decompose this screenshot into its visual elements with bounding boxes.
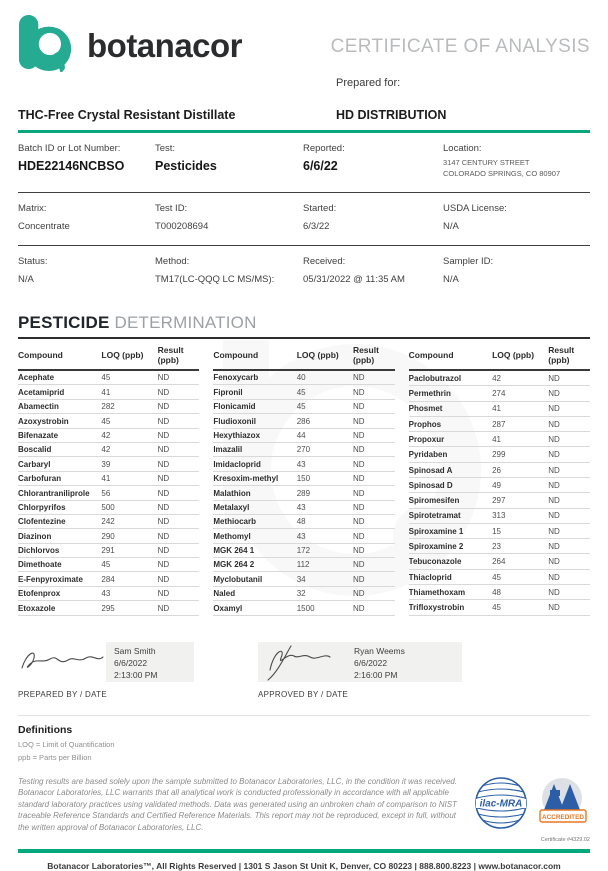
- table-row: [213, 529, 394, 543]
- info-grid: [18, 133, 590, 298]
- result-cell: ND: [158, 572, 200, 586]
- table-row: [18, 428, 199, 442]
- compound-cell: Prophos: [409, 416, 492, 431]
- loq-cell: 295: [101, 601, 157, 615]
- table-row: [18, 586, 199, 600]
- compound-cell: Fenoxycarb: [213, 370, 296, 385]
- column-header: Result (ppb): [158, 340, 200, 370]
- result-cell: ND: [158, 385, 200, 399]
- ilac-mra-logo-icon: [474, 776, 528, 835]
- loq-cell: 48: [492, 584, 548, 599]
- table-row: [213, 558, 394, 572]
- loq-cell: 172: [297, 543, 353, 557]
- result-cell: ND: [548, 508, 590, 523]
- loq-cell: 313: [492, 508, 548, 523]
- result-cell: ND: [548, 584, 590, 599]
- result-cell: ND: [548, 462, 590, 477]
- loq-cell: 45: [101, 558, 157, 572]
- result-cell: ND: [548, 493, 590, 508]
- accreditation-block: [474, 776, 590, 843]
- brand-lockup: [18, 14, 242, 77]
- loq-cell: 45: [101, 370, 157, 385]
- definition-item: LOQ = Limit of Quantification: [18, 739, 115, 749]
- table-header-row: [213, 340, 394, 370]
- definitions-title: Definitions: [18, 723, 73, 736]
- section-title-primary: PESTICIDE: [18, 313, 110, 332]
- compound-cell: Tebuconazole: [409, 554, 492, 569]
- result-cell: ND: [158, 370, 200, 385]
- compound-cell: Imazalil: [213, 442, 296, 456]
- loq-cell: 43: [297, 500, 353, 514]
- loq-cell: 291: [101, 543, 157, 557]
- brand-wordmark: botanacor: [87, 26, 243, 64]
- signature-block: [258, 642, 462, 699]
- info-field-value: N/A: [18, 274, 34, 285]
- result-cell: ND: [353, 414, 395, 428]
- table-row: [213, 471, 394, 485]
- compound-cell: Spiroxamine 2: [409, 539, 492, 554]
- table-row: [409, 401, 590, 416]
- compound-cell: Paclobutrazol: [409, 370, 492, 386]
- botanacor-logo-icon: [18, 14, 76, 77]
- table-row: [213, 500, 394, 514]
- compound-cell: Methomyl: [213, 529, 296, 543]
- compound-cell: Pyridaben: [409, 447, 492, 462]
- compound-cell: Dichlorvos: [18, 543, 101, 557]
- table-row: [213, 370, 394, 385]
- loq-cell: 242: [101, 514, 157, 528]
- disclaimer-text: Testing results are based solely upon the sample submitted to Botanacor Laboratories, LLC, in the condition it was received. Botanacor Laboratories, LLC warrants that all analytical work is conducted professionally in accordance with all applicable standard laboratory practices using validated methods. Data was generated using an unbroken chain of comparison to NIST traceable Reference Standards and Certified Reference Materials. This report may not be reproduced, except in full, without the written approval of Botanacor Laboratories, LLC.: [18, 776, 458, 833]
- compound-cell: Etoxazole: [18, 601, 101, 615]
- definitions-section: [18, 715, 590, 762]
- table-row: [213, 572, 394, 586]
- result-cell: ND: [353, 471, 395, 485]
- table-row: [409, 386, 590, 401]
- compound-cell: MGK 264 2: [213, 558, 296, 572]
- loq-cell: 34: [297, 572, 353, 586]
- result-cell: ND: [353, 428, 395, 442]
- table-row: [213, 601, 394, 615]
- column-header: LOQ (ppb): [297, 340, 353, 370]
- loq-cell: 56: [101, 486, 157, 500]
- prepared-for-block: [336, 77, 446, 123]
- compound-cell: Spirotetramat: [409, 508, 492, 523]
- certificate-number: Certificate #4329.02: [540, 836, 590, 843]
- loq-cell: 32: [297, 586, 353, 600]
- loq-cell: 41: [492, 432, 548, 447]
- info-field-label: Matrix:: [18, 203, 47, 214]
- pesticide-table: [18, 340, 590, 616]
- table-header-row: [18, 340, 199, 370]
- signature-role-label: APPROVED BY / DATE: [258, 689, 349, 699]
- column-header: Compound: [409, 340, 492, 370]
- loq-cell: 45: [492, 600, 548, 615]
- loq-cell: 42: [492, 370, 548, 386]
- result-cell: ND: [353, 370, 395, 385]
- table-row: [213, 543, 394, 557]
- info-field-label: Method:: [155, 256, 190, 267]
- loq-cell: 112: [297, 558, 353, 572]
- loq-cell: 150: [297, 471, 353, 485]
- result-cell: ND: [353, 442, 395, 456]
- compound-cell: Boscalid: [18, 442, 101, 456]
- result-cell: ND: [353, 572, 395, 586]
- info-field-value: 6/3/22: [303, 221, 330, 232]
- info-field-label: Test:: [155, 143, 176, 154]
- column-header: LOQ (ppb): [492, 340, 548, 370]
- table-row: [409, 584, 590, 599]
- svg-text:ACCREDITED: ACCREDITED: [542, 813, 584, 821]
- info-field-value: T000208694: [155, 221, 209, 232]
- info-row: [18, 193, 590, 246]
- result-cell: ND: [158, 500, 200, 514]
- compound-cell: Thiacloprid: [409, 569, 492, 584]
- table-row: [409, 416, 590, 431]
- loq-cell: 49: [492, 478, 548, 493]
- signature-section: [18, 642, 590, 699]
- result-cell: ND: [548, 386, 590, 401]
- loq-cell: 15: [492, 523, 548, 538]
- signature-image: [258, 642, 346, 682]
- table-row: [409, 600, 590, 615]
- result-cell: ND: [353, 457, 395, 471]
- table-row: [213, 442, 394, 456]
- loq-cell: 23: [492, 539, 548, 554]
- info-field: [18, 203, 155, 232]
- loq-cell: 45: [297, 385, 353, 399]
- pesticide-table-group: [213, 340, 394, 616]
- loq-cell: 287: [492, 416, 548, 431]
- result-cell: ND: [548, 600, 590, 615]
- pesticide-table-group: [18, 340, 199, 616]
- column-header: Compound: [18, 340, 101, 370]
- info-row: [18, 246, 590, 298]
- table-row: [409, 569, 590, 584]
- info-field-value: 6/6/22: [303, 159, 338, 173]
- result-cell: ND: [353, 500, 395, 514]
- info-field: [18, 256, 155, 285]
- disclaimer-row: [18, 776, 590, 843]
- loq-cell: 41: [101, 471, 157, 485]
- result-cell: ND: [548, 554, 590, 569]
- result-cell: ND: [353, 514, 395, 528]
- section-title: [18, 313, 590, 339]
- table-row: [213, 514, 394, 528]
- loq-cell: 48: [297, 514, 353, 528]
- definitions-list: [18, 740, 590, 762]
- info-field-label: Received:: [303, 256, 346, 267]
- loq-cell: 284: [101, 572, 157, 586]
- table-row: [18, 442, 199, 456]
- column-header: Result (ppb): [353, 340, 395, 370]
- result-cell: ND: [548, 370, 590, 386]
- table-row: [18, 385, 199, 399]
- table-row: [213, 586, 394, 600]
- signature-row: [18, 642, 194, 682]
- signature-role-label: PREPARED BY / DATE: [18, 689, 107, 699]
- info-field-label: Batch ID or Lot Number:: [18, 143, 121, 154]
- compound-cell: MGK 264 1: [213, 543, 296, 557]
- column-header: Compound: [213, 340, 296, 370]
- loq-cell: 270: [297, 442, 353, 456]
- compound-cell: E-Fenpyroximate: [18, 572, 101, 586]
- pesticide-table-group: [409, 340, 590, 616]
- svg-text:ilac-MRA: ilac-MRA: [479, 798, 523, 810]
- result-cell: ND: [158, 399, 200, 413]
- compound-cell: Fludioxonil: [213, 414, 296, 428]
- loq-cell: 41: [101, 385, 157, 399]
- compound-cell: Propoxur: [409, 432, 492, 447]
- compound-cell: Imidacloprid: [213, 457, 296, 471]
- loq-cell: 42: [101, 428, 157, 442]
- result-cell: ND: [158, 428, 200, 442]
- definition-item: ppb = Parts per Billion: [18, 752, 92, 762]
- loq-cell: 500: [101, 500, 157, 514]
- result-cell: ND: [158, 414, 200, 428]
- column-header: Result (ppb): [548, 340, 590, 370]
- result-cell: ND: [353, 543, 395, 557]
- compound-cell: Malathion: [213, 486, 296, 500]
- loq-cell: 44: [297, 428, 353, 442]
- section-title-secondary: DETERMINATION: [114, 313, 257, 332]
- info-field: [155, 203, 303, 232]
- compound-cell: Hexythiazox: [213, 428, 296, 442]
- info-field-value: Pesticides: [155, 159, 217, 173]
- compound-cell: Flonicamid: [213, 399, 296, 413]
- table-row: [409, 493, 590, 508]
- table-row: [18, 486, 199, 500]
- compound-cell: Spinosad D: [409, 478, 492, 493]
- info-field-value: N/A: [443, 221, 459, 232]
- compound-cell: Naled: [213, 586, 296, 600]
- compound-cell: Bifenazate: [18, 428, 101, 442]
- compound-cell: Oxamyl: [213, 601, 296, 615]
- result-cell: ND: [548, 401, 590, 416]
- loq-cell: 274: [492, 386, 548, 401]
- result-cell: ND: [158, 514, 200, 528]
- client-name: HD DISTRIBUTION: [336, 108, 447, 122]
- table-row: [409, 462, 590, 477]
- compound-cell: Azoxystrobin: [18, 414, 101, 428]
- info-field: [303, 256, 443, 285]
- table-row: [409, 432, 590, 447]
- result-cell: ND: [548, 523, 590, 538]
- table-row: [213, 486, 394, 500]
- table-row: [18, 558, 199, 572]
- result-cell: ND: [548, 447, 590, 462]
- compound-cell: Carbofuran: [18, 471, 101, 485]
- result-cell: ND: [158, 471, 200, 485]
- result-cell: ND: [158, 442, 200, 456]
- table-row: [213, 399, 394, 413]
- compound-cell: Fipronil: [213, 385, 296, 399]
- a2la-accredited-logo-icon: [534, 776, 590, 835]
- column-header: LOQ (ppb): [101, 340, 157, 370]
- loq-cell: 40: [297, 370, 353, 385]
- loq-cell: 43: [297, 529, 353, 543]
- info-row: [18, 133, 590, 193]
- info-field-label: Reported:: [303, 143, 345, 154]
- info-field: [303, 203, 443, 232]
- info-field-value: HDE22146NCBSO: [18, 159, 125, 173]
- result-cell: ND: [353, 529, 395, 543]
- result-cell: ND: [158, 543, 200, 557]
- table-row: [409, 508, 590, 523]
- table-row: [409, 447, 590, 462]
- table-row: [18, 543, 199, 557]
- result-cell: ND: [158, 529, 200, 543]
- table-row: [18, 514, 199, 528]
- table-row: [18, 601, 199, 615]
- table-row: [409, 478, 590, 493]
- result-cell: ND: [158, 601, 200, 615]
- result-cell: ND: [353, 385, 395, 399]
- info-field: [18, 143, 155, 179]
- table-row: [409, 523, 590, 538]
- loq-cell: 26: [492, 462, 548, 477]
- compound-cell: Spiroxamine 1: [409, 523, 492, 538]
- footer-text: Botanacor Laboratories™, All Rights Reserved | 1301 S Jason St Unit K, Denver, CO 80223 | 888.800.8223 | www.botanacor.com: [47, 860, 561, 871]
- table-row: [213, 457, 394, 471]
- table-header-row: [409, 340, 590, 370]
- info-field-label: Location:: [443, 143, 482, 154]
- info-field: [443, 256, 590, 285]
- result-cell: ND: [548, 432, 590, 447]
- loq-cell: 1500: [297, 601, 353, 615]
- loq-cell: 282: [101, 399, 157, 413]
- loq-cell: 45: [492, 569, 548, 584]
- loq-cell: 299: [492, 447, 548, 462]
- compound-cell: Spiromesifen: [409, 493, 492, 508]
- table-row: [18, 529, 199, 543]
- info-field-label: Sampler ID:: [443, 256, 494, 267]
- prepared-for-label: Prepared for:: [336, 77, 401, 89]
- loq-cell: 41: [492, 401, 548, 416]
- info-field-label: USDA License:: [443, 203, 507, 214]
- result-cell: ND: [548, 569, 590, 584]
- table-row: [409, 539, 590, 554]
- table-row: [18, 500, 199, 514]
- result-cell: ND: [353, 558, 395, 572]
- result-cell: ND: [158, 457, 200, 471]
- compound-cell: Phosmet: [409, 401, 492, 416]
- table-row: [18, 414, 199, 428]
- compound-cell: Etofenprox: [18, 586, 101, 600]
- compound-cell: Trifloxystrobin: [409, 600, 492, 615]
- loq-cell: 286: [297, 414, 353, 428]
- signature-block: [18, 642, 194, 699]
- compound-cell: Permethrin: [409, 386, 492, 401]
- signature-meta: Ryan Weems 6/6/2022 2:16:00 PM: [346, 642, 462, 682]
- table-row: [18, 471, 199, 485]
- compound-cell: Carbaryl: [18, 457, 101, 471]
- table-row: [213, 428, 394, 442]
- signature-image: [18, 642, 106, 682]
- info-field-value: TM17(LC-QQQ LC MS/MS):: [155, 274, 275, 285]
- header: [18, 14, 590, 77]
- compound-cell: Thiamethoxam: [409, 584, 492, 599]
- loq-cell: 43: [101, 586, 157, 600]
- compound-cell: Kresoxim-methyl: [213, 471, 296, 485]
- loq-cell: 264: [492, 554, 548, 569]
- result-cell: ND: [158, 558, 200, 572]
- table-row: [18, 370, 199, 385]
- table-row: [18, 457, 199, 471]
- result-cell: ND: [548, 478, 590, 493]
- loq-cell: 45: [101, 414, 157, 428]
- result-cell: ND: [158, 586, 200, 600]
- info-field-label: Test ID:: [155, 203, 188, 214]
- loq-cell: 42: [101, 442, 157, 456]
- signature-meta: Sam Smith 6/6/2022 2:13:00 PM: [106, 642, 194, 682]
- compound-cell: Diazinon: [18, 529, 101, 543]
- compound-cell: Chlorpyrifos: [18, 500, 101, 514]
- loq-cell: 297: [492, 493, 548, 508]
- info-field-value: 05/31/2022 @ 11:35 AM: [303, 274, 405, 285]
- footer-bar: [18, 849, 590, 853]
- compound-cell: Dimethoate: [18, 558, 101, 572]
- info-field: [155, 143, 303, 179]
- result-cell: ND: [548, 416, 590, 431]
- info-field-label: Started:: [303, 203, 337, 214]
- result-cell: ND: [353, 399, 395, 413]
- compound-cell: Metalaxyl: [213, 500, 296, 514]
- table-row: [213, 385, 394, 399]
- info-field-label: Status:: [18, 256, 48, 267]
- table-row: [409, 370, 590, 386]
- table-row: [18, 572, 199, 586]
- compound-cell: Acetamiprid: [18, 385, 101, 399]
- loq-cell: 45: [297, 399, 353, 413]
- compound-cell: Spinosad A: [409, 462, 492, 477]
- info-field: [443, 143, 590, 179]
- result-cell: ND: [548, 539, 590, 554]
- loq-cell: 39: [101, 457, 157, 471]
- compound-cell: Abamectin: [18, 399, 101, 413]
- result-cell: ND: [353, 486, 395, 500]
- info-field-value: Concentrate: [18, 221, 70, 232]
- compound-cell: Acephate: [18, 370, 101, 385]
- table-row: [409, 554, 590, 569]
- info-field: [443, 203, 590, 232]
- info-field-value: N/A: [443, 274, 459, 285]
- info-field: [303, 143, 443, 179]
- result-cell: ND: [353, 601, 395, 615]
- signature-row: [258, 642, 462, 682]
- loq-cell: 290: [101, 529, 157, 543]
- table-row: [18, 399, 199, 413]
- compound-cell: Methiocarb: [213, 514, 296, 528]
- compound-cell: Clofentezine: [18, 514, 101, 528]
- loq-cell: 43: [297, 457, 353, 471]
- product-title: THC-Free Crystal Resistant Distillate: [18, 108, 236, 122]
- compound-cell: Chlorantraniliprole: [18, 486, 101, 500]
- result-cell: ND: [158, 486, 200, 500]
- table-row: [213, 414, 394, 428]
- loq-cell: 289: [297, 486, 353, 500]
- result-cell: ND: [353, 586, 395, 600]
- info-field-value: 3147 CENTURY STREET COLORADO SPRINGS, CO 80907: [443, 158, 561, 178]
- header-subrow: [18, 77, 590, 123]
- coa-title: CERTIFICATE OF ANALYSIS: [330, 36, 590, 57]
- compound-cell: Myclobutanil: [213, 572, 296, 586]
- info-field: [155, 256, 303, 285]
